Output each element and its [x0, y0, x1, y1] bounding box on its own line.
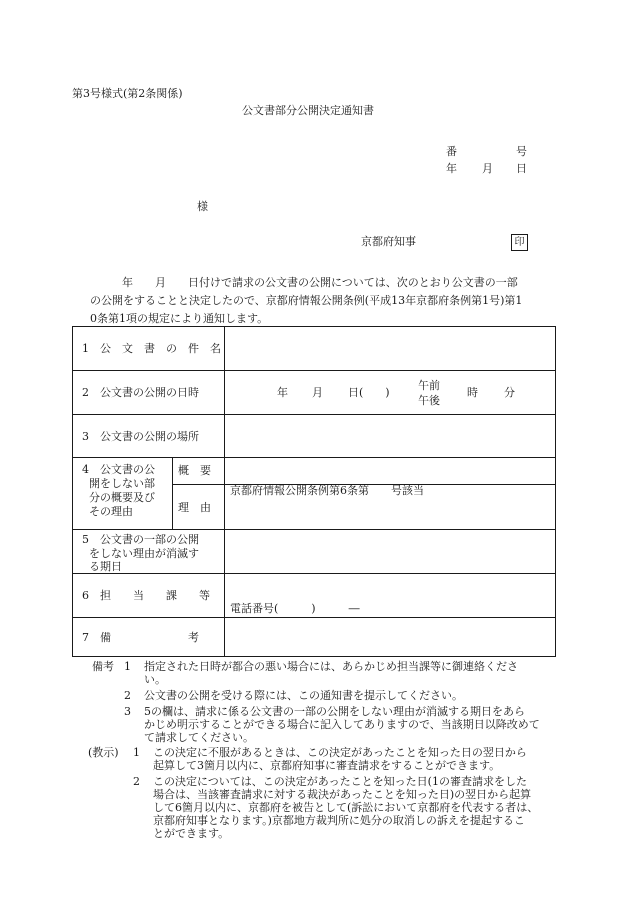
document-title: 公文書部分公開決定通知書: [242, 104, 374, 117]
note-3-line-2: かじめ明示することができる場合に記入してありますので、当該期日以降改めて: [144, 718, 540, 731]
row-2-am: 午前: [418, 379, 440, 392]
note-1-number: 1: [124, 660, 131, 673]
row-2-label: 2 公文書の公開の日時: [82, 386, 199, 399]
number-go-label: 号: [516, 145, 527, 158]
intro-line-2: の公開をすることと決定したので、京都府情報公開条例(平成13年京都府条例第1号)第1: [90, 294, 523, 307]
note-2-line-1: 公文書の公開を受ける際には、この通知書を提示してください。: [144, 689, 463, 702]
note-2-number: 2: [124, 689, 131, 702]
intro-line-1: 年 月 日付けで請求の公文書の公開については、次のとおり公文書の一部: [122, 276, 518, 289]
date-day-label: 日: [516, 162, 527, 175]
seal-stamp: 印: [511, 234, 528, 251]
row-6-label: 6 担 当 課 等: [82, 589, 210, 602]
row-3-label: 3 公文書の公開の場所: [82, 430, 199, 443]
form-number: 第3号様式(第2条関係): [72, 87, 183, 100]
note-3-number: 3: [124, 705, 131, 718]
note-1-line-2: い。: [144, 673, 166, 686]
addressee-suffix: 様: [197, 200, 208, 213]
instruction-1-line-1: この決定に不服があるときは、この決定があったことを知った日の翌日から: [153, 746, 527, 759]
row-4-label-line-1: 4 公文書の公: [82, 463, 155, 476]
row-4-summary-label: 概 要: [178, 464, 211, 477]
form-table: [72, 326, 556, 657]
instruction-1-line-2: 起算して3箇月以内に、京都府知事に審査請求をすることができます。: [153, 759, 501, 772]
row-7-label: 7 備 考: [82, 631, 199, 644]
row-4-reason-text: 京都府情報公開条例第6条第 号該当: [230, 484, 424, 497]
row-2-year: 年: [277, 386, 288, 399]
note-3-line-1: 5の欄は、請求に係る公文書の一部の公開をしない理由が消滅する期日をあら: [144, 705, 525, 718]
row-2-day: 日( ): [348, 386, 390, 399]
row-4-label-line-4: その理由: [89, 505, 133, 518]
instruction-2-line-5: とができます。: [153, 827, 230, 840]
date-year-label: 年: [446, 162, 457, 175]
row-2-pm: 午後: [418, 394, 440, 407]
notes-label: 備考: [92, 660, 114, 673]
note-3-line-3: て請求してください。: [144, 731, 254, 744]
note-1-line-1: 指定された日時が都合の悪い場合には、あらかじめ担当課等に御連絡くださ: [144, 660, 518, 673]
row-6-phone: 電話番号( ) ―: [230, 602, 360, 615]
instruction-2-number: 2: [133, 775, 140, 788]
instruction-2-line-2: 場合は、当該審査請求に対する裁決があったことを知った日)の翌日から起算: [153, 788, 532, 801]
row-2-minute: 分: [504, 386, 515, 399]
row-5-label-line-2: をしない理由が消滅す: [89, 547, 199, 560]
row-4-label-line-2: 開をしない部: [89, 477, 155, 490]
sender-name: 京都府知事: [361, 235, 416, 248]
row-2-month: 月: [312, 386, 323, 399]
instruction-2-line-3: して6箇月以内に、京都府を被告として(訴訟において京都府を代表する者は、: [153, 801, 539, 814]
instruction-2-line-1: この決定については、この決定があったことを知った日(1の審査請求をした: [153, 775, 527, 788]
row-5-label-line-1: 5 公文書の一部の公開: [82, 533, 199, 546]
row-5-label-line-3: る期日: [89, 560, 122, 573]
instruction-1-number: 1: [133, 746, 140, 759]
instructions-label: (教示): [88, 746, 119, 759]
instruction-2-line-4: 京都府知事となります。)京都地方裁判所に処分の取消しの訴えを提起するこ: [153, 814, 525, 827]
number-ban-label: 番: [446, 145, 457, 158]
row-4-label-line-3: 分の概要及び: [89, 491, 155, 504]
row-2-hour: 時: [467, 386, 478, 399]
intro-line-3: 0条第1項の規定により通知します。: [90, 312, 269, 325]
row-4-reason-label: 理 由: [178, 501, 211, 514]
row-1-label: 1 公 文 書 の 件 名: [82, 342, 221, 355]
date-month-label: 月: [482, 162, 493, 175]
